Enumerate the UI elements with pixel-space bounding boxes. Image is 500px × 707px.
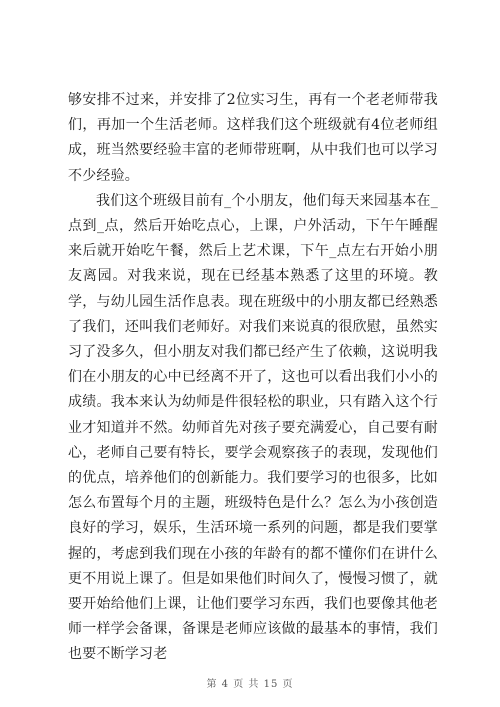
paragraph-1: 够安排不过来，并安排了2位实习生，再有一个老老师带我们，再加一个生活老师。这样我们这个班级就有4位老师组成，班当然要经验丰富的老师带班啊，从中我们也可以学习不少经验。 — [68, 92, 438, 184]
page-footer — [0, 675, 500, 690]
body-text — [68, 88, 438, 668]
page-number-label: 第 4 页 共 15 页 — [206, 679, 294, 690]
paragraph-2: 我们这个班级目前有_个小朋友，他们每天来园基本在_点到_点，然后开始吃点心，上课，户外活动，下午午睡醒来后就开始吃午餐，然后上艺术课，下午_点左右开始小朋友离园。对我来说，现在已经基本熟悉了这里的环境。教学，与幼儿园生活作息表。现在班级中的小朋友都已经熟悉了我们，还叫我们老师好。对我们来说真的很欣慰，虽然实习了没多久，但小朋友对我们都已经产生了依赖，这说明我们在小朋友的心中已经离不开了，这也可以看出我们小小的成绩。我本来认为幼师是件很轻松的职业，只有踏入这个行业才知道并不然。幼师首先对孩子要充满爱心，自己要有耐心，老师自己要有特长，要学会观察孩子的表现，发现他们的优点，培养他们的创新能力。我们要学习的也很多，比如怎么布置每个月的主题，班级特色是什么？怎么为小孩创造良好的学习，娱乐，生活环境一系列的问题，都是我们要掌握的，考虑到我们现在小孩的年龄有的都不懂你们在讲什么更不用说上课了。但是如果他们时间久了，慢慢习惯了，就要开始给他们上课，让他们要学习东西，我们也要像其他老师一样学会备课，备课是老师应该做的最基本的事情，我们也要不断学习老 — [68, 192, 438, 663]
